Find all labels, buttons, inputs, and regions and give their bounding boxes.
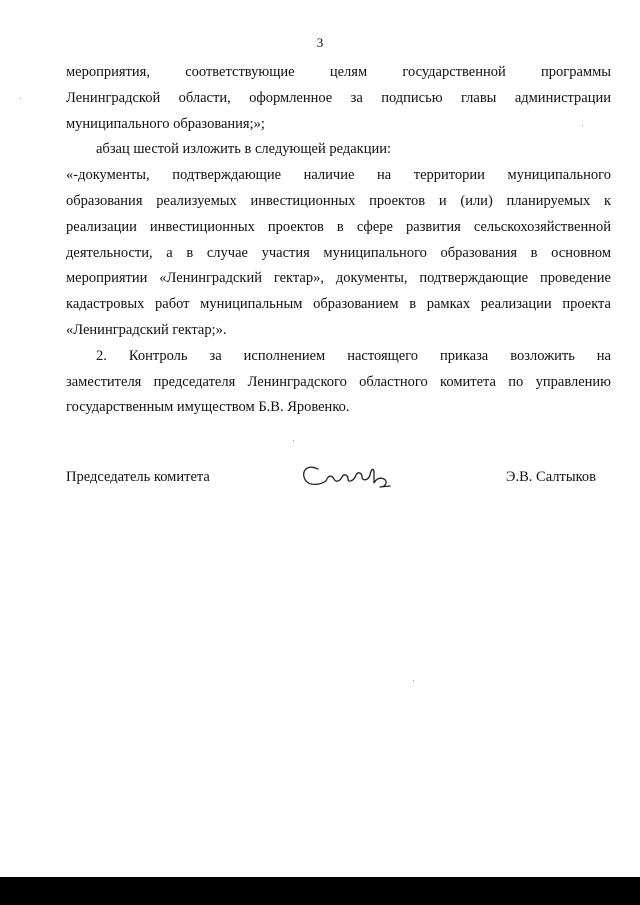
text-line: государственным имуществом Б.В. Яровенко. [66, 399, 350, 416]
signature-block [66, 465, 596, 495]
scan-speck [20, 98, 21, 99]
text-line: 2. Контроль за исполнением настоящего приказа возложить на [96, 347, 611, 364]
scan-speck [413, 680, 414, 681]
text-line: реализации инвестиционных проектов в сфере развития сельскохозяйственной [66, 218, 611, 235]
page-number: 3 [316, 35, 324, 50]
scan-speck [293, 440, 294, 441]
handwritten-signature [298, 459, 398, 493]
text-line: образования реализуемых инвестиционных проектов и (или) планируемых к [66, 192, 611, 209]
text-line: абзац шестой изложить в следующей редакции: [96, 141, 391, 158]
text-line: кадастровых работ муниципальным образованием в рамках реализации проекта [66, 296, 611, 313]
scan-speck [582, 125, 583, 126]
text-line: заместителя председателя Ленинградского областного комитета по управлению [66, 373, 611, 390]
text-line: мероприятия, соответствующие целям государственной программы [66, 64, 611, 80]
text-line: «-документы, подтверждающие наличие на территории муниципального [66, 167, 611, 184]
text-line: муниципального образования;»; [66, 115, 265, 132]
scan-border [0, 877, 640, 905]
text-line: «Ленинградский гектар;». [66, 321, 227, 338]
signatory-title: Председатель комитета [66, 469, 210, 485]
text-line: деятельности, а в случае участия муниципального образования в основном [66, 244, 611, 261]
signatory-name: Э.В. Салтыков [505, 469, 596, 485]
text-line: Ленинградской области, оформленное за подписью главы администрации [66, 89, 611, 106]
text-line: мероприятии «Ленинградский гектар», документы, подтверждающие проведение [66, 270, 611, 287]
document-body [66, 60, 611, 421]
